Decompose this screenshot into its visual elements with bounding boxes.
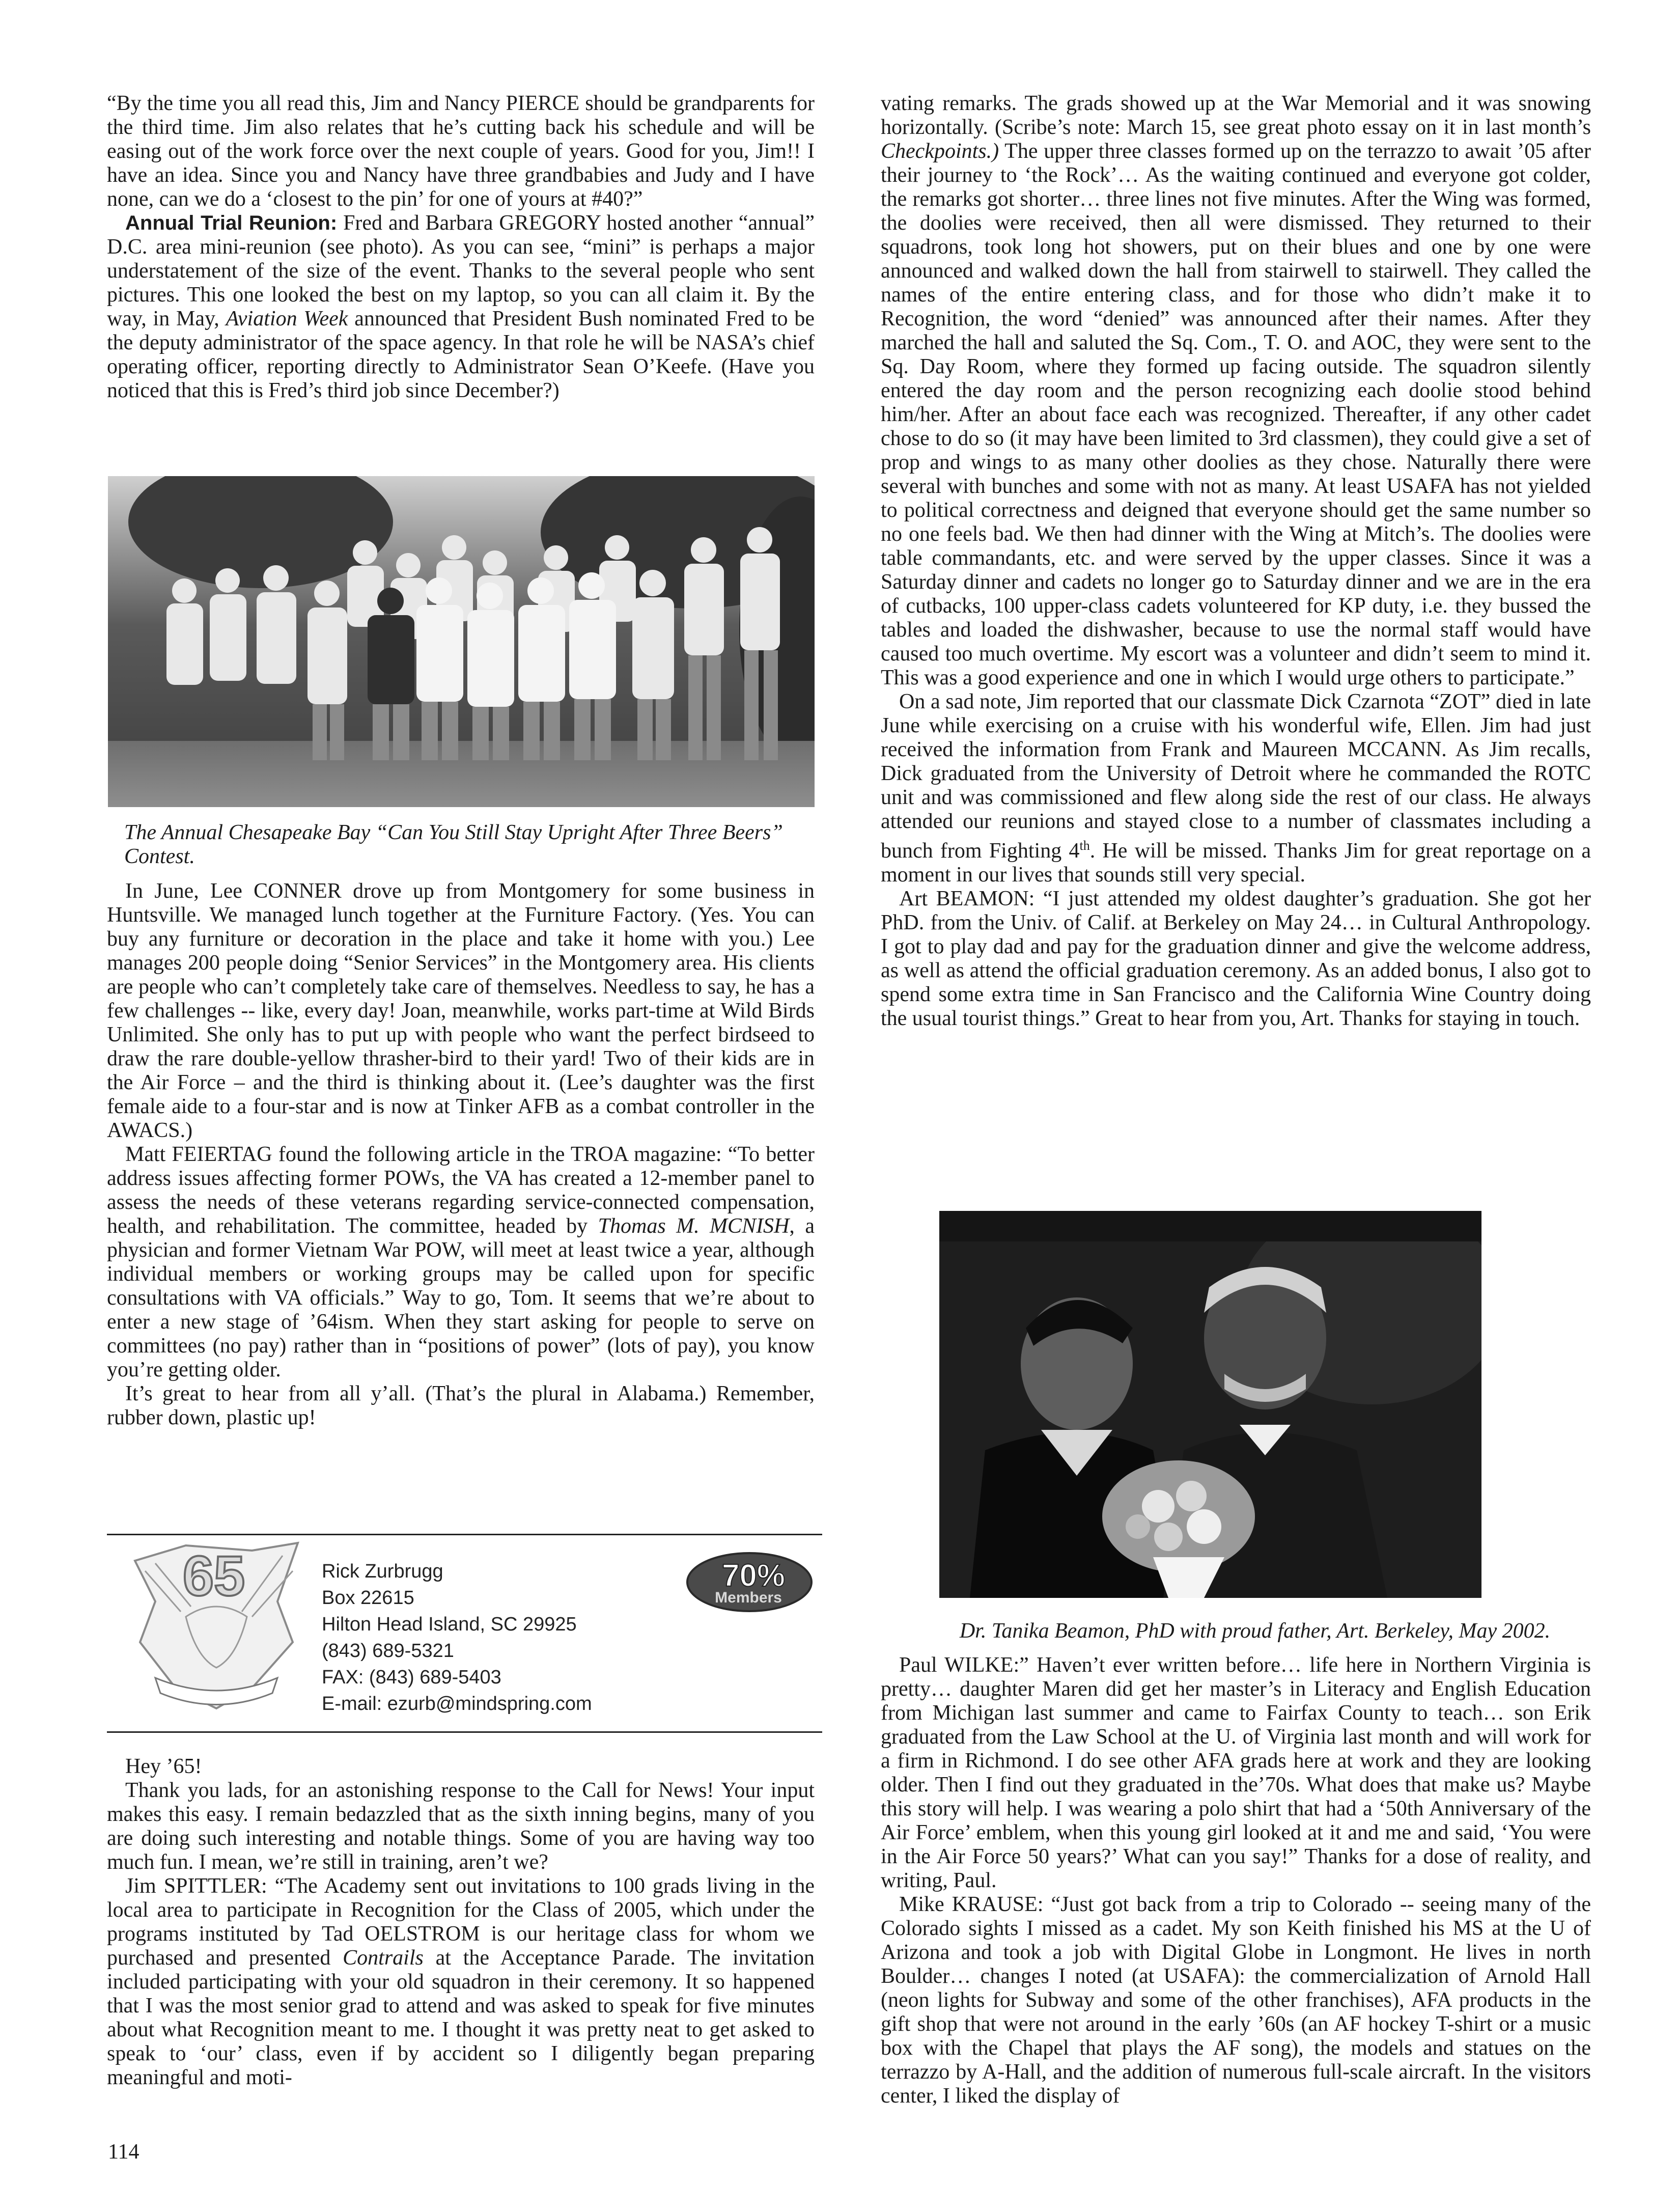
divider-bottom [107,1731,822,1733]
svg-text:Members: Members [715,1589,782,1606]
paragraph: vating remarks. The grads showed up at the War Memorial and it was snowing horizontally. (Scribe’s note: March 15, see great photo essay on it in last month’s Checkpoints.) The upper three classes formed up on the terrazzo to await ’05 after their journey to ‘the Rock’… As the waiting continued and everyone got colder, the remarks got shorter… three lines not five minutes. After the Wing was formed, the doolies were received, then all were dismissed. They returned to their squadrons, took long hot showers, put on their blues and one by one were announced and walked down the hall from stairwell to stairwell. They called the names of the entire entering class, and for those who didn’t make it to Recognition, the word “denied” was announced after their names. After they marched the hall and saluted the Sq. Com., T. O. and AOC, they were sent to the Sq. Day Room, where they formed up facing outside. The squadron silently entered the day room and the person recognizing each doolie stood behind him/her. After an about face each was recognized. Thereafter, if any other cadet chose to do so (it may have been limited to 3rd classmen), they could give a set of prop and wings to as many other doolies as they chose. Naturally there were several with bunches and some with not as many. At least USAFA has not yielded to political correctness and deigned that everyone should get the same number so no one feels bad. We then had dinner with the Wing at Mitch’s. The doolies were table commandants, etc. and were served by the upper classes. Since it was a Saturday dinner and cadets no longer go to Saturday dinner and we are in the era of cutbacks, 100 upper-class cadets volunteered for KP duty, i.e. they bussed the tables and loaded the dishwasher, because to use the normal staff would have caused too much overtime. My escort was a volunteer and didn’t seem to mind it. This was a good experience and one in which I would urge others to participate.” [881,92,1591,689]
class-65-emblem [125,1540,308,1713]
graduation-photo-image [939,1211,1481,1598]
contact-block [322,1558,592,1717]
paragraph: Art BEAMON: “I just attended my oldest daughter’s graduation. She got her PhD. from the Univ. of Calif. at Berkeley on May 24… in Cultural Anthropology. I got to play dad and pay for the graduation dinner and give the welcome address, as well as attend the official graduation ceremony. As an added bonus, I also got to spend some extra time in San Francisco and the California Wine Country doing the usual tourist things.” Great to hear from you, Art. Thanks for staying in touch. [881,887,1591,1030]
divider-top [107,1534,822,1535]
paragraph: Matt FEIERTAG found the following article in the TROA magazine: “To better address issues affecting former POWs, the VA has created a 12-member panel to assess the needs of these veterans regarding service-connected compensation, health, and rehabilitation. The committee, headed by Thomas M. MCNISH, a physician and former Vietnam War POW, will meet at least twice a year, although individual members or working groups may be called upon for specific consultations with VA officials.” Way to go, Tom. It seems that we’re about to enter a new stage of ’64ism. When they start asking for people to serve on committees (no pay) rather than in “positions of power” (lots of pay), you know you’re getting older. [107,1143,815,1381]
paragraph: On a sad note, Jim reported that our classmate Dick Czarnota “ZOT” died in late June while exercising on a cruise with his wonderful wife, Ellen. Jim had just received the information from Frank and Maureen MCCANN. As Jim recalls, Dick graduated from the University of Detroit where he commanded the ROTC unit and was commissioned and flew along side the rest of our class. He always attended our reunions and stayed close to a number of classmates including a bunch from Fighting 4th. He will be missed. Thanks Jim for great reportage on a moment in our lives that sounds still very special. [881,690,1591,887]
group-photo [108,476,815,807]
contact-fax: FAX: (843) 689-5403 [322,1667,501,1688]
contact-city: Hilton Head Island, SC 29925 [322,1614,577,1635]
group-photo-image [108,476,815,807]
graduation-photo-caption: Dr. Tanika Beamon, PhD with proud father, Art. Berkeley, May 2002. [959,1619,1551,1643]
group-photo-caption: The Annual Chesapeake Bay “Can You Still Stay Upright After Three Beers” Contest. [124,821,783,868]
paragraph: Annual Trial Reunion: Fred and Barbara GREGORY hosted another “annual” D.C. area mini-reunion (see photo). As you can see, “mini” is perhaps a major understatement of the size of the event. Thanks to the several people who sent pictures. This one looked the best on my laptop, so you can all claim it. By the way, in May, Aviation Week announced that President Bush nominated Fred to be the deputy administrator of the space agency. In that role he will be NASA’s chief operating officer, reporting directly to Administrator Sean O’Keefe. (Have you noticed that this is Fred’s third job since December?) [107,211,815,402]
right-column-top [881,92,1591,1031]
right-column-bottom [881,1653,1591,2108]
contact-phone: (843) 689-5321 [322,1640,454,1662]
membership-badge-shape [685,1551,815,1614]
paragraph: Mike KRAUSE: “Just got back from a trip to Colorado -- seeing many of the Colorado sights I missed as a cadet. My son Keith finished his MS at the U of Arizona and took a job with Digital Globe in Longmont. He lives in north Boulder… changes I noted (at USAFA): the commercialization of Arnold Hall (neon lights for Subway and some of the other franchises), AFA products in the gift shop that were not around in the early ’60s (an AF hockey T-shirt or a music box with the Chapel that plays the AF song), the models and statues on the terrazzo by A-Hall, and the addition of numerous full-scale aircraft. In the visitors center, I liked the display of [881,1893,1591,2108]
graduation-photo [939,1211,1481,1598]
contact-box: Box 22615 [322,1587,414,1609]
contact-email: E-mail: ezurb@mindspring.com [322,1693,592,1715]
paragraph: “By the time you all read this, Jim and Nancy PIERCE should be grandparents for the third time. Jim also relates that he’s cutting back his schedule and will be easing out of the work force over the next couple of years. Good for you, Jim!! I have an idea. Since you and Nancy have three grandbabies and Judy and I have none, can we do a ‘closest to the pin’ for one of yours at #40?” [107,92,815,211]
contact-name: Rick Zurbrugg [322,1561,443,1582]
section-lead: Annual Trial Reunion: [125,212,338,234]
paragraph: Paul WILKE:” Haven’t ever written before… life here in Northern Virginia is pretty… daughter Maren did get her master’s in Literacy and English Education from Michigan last summer and came to Fairfax County to teach… son Erik graduated from the Law School at the U. of Virginia last month and will work for a firm in Richmond. I do see other AFA grads here at work and they are looking older. Then I find out they graduated in the’70s. What does that make us? Maybe this story will help. I was wearing a polo shirt that had a ‘50th Anniversary of the Air Force’ emblem, when this young girl looked at it and me and said, ‘You were in the Air Force 50 years?’ What can you say!” Thanks for a dose of reality, and writing, Paul. [881,1653,1591,1892]
left-column-top [107,92,815,403]
left-column-middle [107,879,815,1430]
paragraph: Thank you lads, for an astonishing response to the Call for News! Your input makes this easy. I remain bedazzled that as the sixth inning begins, many of you are doing such interesting and notable things. Some of you are having way too much fun. I mean, we’re still in training, aren’t we? [107,1779,815,1874]
paragraph: It’s great to hear from all y’all. (That’s the plural in Alabama.) Remember, rubber down, plastic up! [107,1382,815,1429]
page-number: 114 [108,2140,139,2164]
membership-badge [685,1551,815,1614]
paragraph: In June, Lee CONNER drove up from Montgomery for some business in Huntsville. We managed lunch together at the Furniture Factory. (Yes. You can buy any furniture or decoration in the place and take it home with you.) Lee manages 200 people doing “Senior Services” in the Montgomery area. His clients are people who can’t completely take care of themselves. Needless to say, he has a few challenges -- like, every day! Joan, meanwhile, works part-time at Wild Birds Unlimited. She only has to put up with people who want the perfect birdseed to draw the rare double-yellow thrasher-bird to their yard! Two of their kids are in the Air Force – and the third is thinking about it. (Lee’s daughter was the first female aide to a four-star and is now at Tinker AFB as a combat controller in the AWACS.) [107,879,815,1142]
svg-text:65: 65 [182,1545,245,1608]
left-column-bottom [107,1755,815,2090]
svg-text:70%: 70% [721,1558,786,1593]
eagle-crest-icon [125,1540,308,1713]
paragraph: Hey ’65! [125,1755,202,1778]
paragraph: Jim SPITTLER: “The Academy sent out invitations to 100 grads living in the local area to participate in Recognition for the Class of 2005, which under the programs instituted by Tad OELSTROM is our heritage class for whom we purchased and presented Contrails at the Acceptance Parade. The invitation included participating with your old squadron in their ceremony. It so happened that I was the most senior grad to attend and was asked to speak for five minutes about what Recognition meant to me. I thought it was pretty neat to get asked to speak to ‘our’ class, even if by accident so I diligently began preparing meaningful and moti- [107,1874,815,2089]
